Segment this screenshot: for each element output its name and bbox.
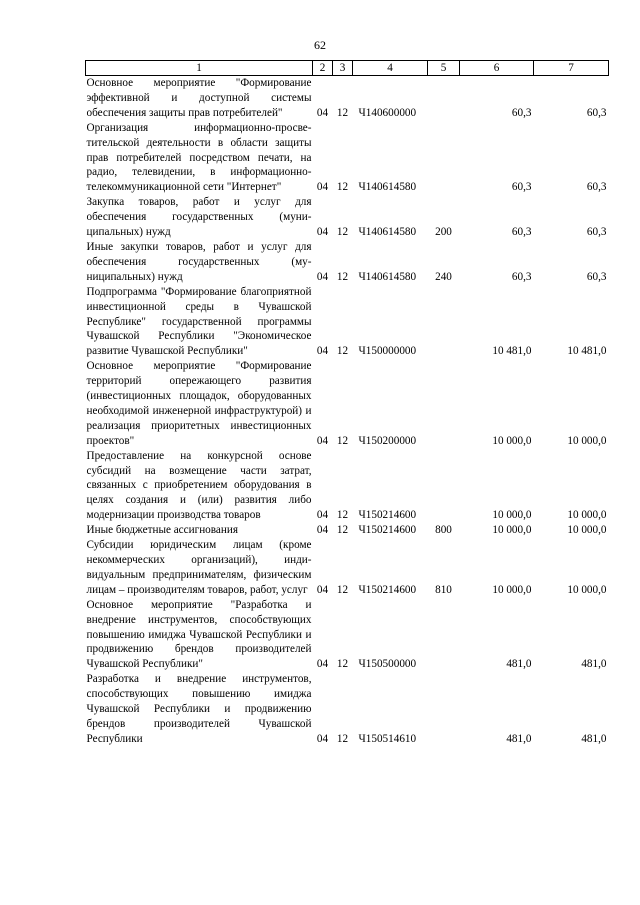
row-name: Иные закупки товаров, работ и услуг для обеспечения государственных (муниципальных) нужд [86, 240, 312, 283]
row-subsection: 12 [336, 583, 349, 596]
row-expense-type: 800 [435, 524, 452, 537]
row-expense-type: 200 [435, 226, 452, 239]
row-subsection: 12 [336, 181, 349, 194]
header-col-7: 7 [534, 61, 609, 76]
row-name: Основное мероприятие "Формирование эффективной и доступной системы обеспечения защиты прав потребителей" [86, 77, 312, 119]
row-expense-type [428, 598, 460, 673]
row-section: 04 [316, 732, 329, 745]
row-sum-1: 481,0 [506, 732, 532, 745]
row-sum-1: 10 000,0 [492, 583, 532, 596]
table-row [86, 76, 609, 121]
row-name: Субсидии юридическим лицам (кроме некоммерческих организаций), индивидуальным предпринимателям, физическим лицам – производителям товаров, работ, услуг [86, 539, 312, 596]
row-sum-2: 60,3 [586, 270, 607, 283]
table-row [86, 598, 609, 673]
row-expense-type [428, 359, 460, 448]
table-row [86, 240, 609, 285]
header-col-6: 6 [460, 61, 534, 76]
row-target-code: Ч150000000 [358, 345, 417, 358]
table-row [86, 195, 609, 240]
row-name: Иные бюджетные ассигнования [86, 524, 238, 537]
row-sum-1: 60,3 [511, 270, 532, 283]
table-row [86, 672, 609, 747]
row-subsection: 12 [336, 509, 349, 522]
row-subsection: 12 [336, 345, 349, 358]
row-section: 04 [316, 270, 329, 283]
row-expense-type [428, 76, 460, 121]
row-sum-1: 10 000,0 [492, 509, 532, 522]
row-name: Предоставление на конкурсной основе субсидий на возмещение части затрат, связанных с приобретением оборудования в целях создания и (или) развития либо модернизации производства товаров [86, 449, 312, 522]
row-subsection: 12 [336, 524, 349, 537]
row-sum-2: 481,0 [581, 732, 607, 745]
row-name: Закупка товаров, работ и услуг для обеспечения государственных (муниципальных) нужд [86, 196, 312, 239]
row-sum-1: 10 000,0 [492, 524, 532, 537]
row-name: Основное мероприятие "Формирование территорий опережающего развития (инвестиционных площадок, оборудованных необходимой инженерной инфраструктурой) и реализация приоритетных инвестиционных проектов" [86, 360, 312, 447]
row-subsection: 12 [336, 434, 349, 447]
table-row [86, 538, 609, 598]
row-name: Разработка и внедрение инструментов, способствующих повышению имиджа Чувашской Республики и продвижению брендов производителей Чувашской Республики [86, 673, 312, 745]
row-target-code: Ч150514610 [358, 732, 417, 745]
row-section: 04 [316, 226, 329, 239]
row-expense-type: 810 [435, 583, 452, 596]
table-row [86, 523, 609, 538]
row-section: 04 [316, 524, 329, 537]
header-col-3: 3 [333, 61, 353, 76]
row-expense-type [428, 285, 460, 360]
row-subsection: 12 [336, 226, 349, 239]
row-sum-2: 60,3 [586, 226, 607, 239]
row-target-code: Ч140600000 [358, 106, 417, 119]
row-target-code: Ч150214600 [358, 524, 417, 537]
row-expense-type [428, 121, 460, 196]
row-target-code: Ч150214600 [358, 583, 417, 596]
row-subsection: 12 [336, 732, 349, 745]
row-target-code: Ч140614580 [358, 226, 417, 239]
header-col-4: 4 [353, 61, 428, 76]
table-row [86, 359, 609, 448]
row-sum-1: 481,0 [506, 658, 532, 671]
header-col-1: 1 [86, 61, 313, 76]
row-sum-2: 10 000,0 [567, 524, 607, 537]
row-sum-1: 10 000,0 [492, 434, 532, 447]
row-sum-1: 60,3 [511, 106, 532, 119]
row-target-code: Ч150200000 [358, 434, 417, 447]
row-subsection: 12 [336, 106, 349, 119]
header-col-5: 5 [428, 61, 460, 76]
row-expense-type [428, 672, 460, 747]
row-sum-1: 60,3 [511, 181, 532, 194]
row-sum-2: 10 000,0 [567, 434, 607, 447]
page-number: 62 [314, 38, 326, 52]
header-col-2: 2 [313, 61, 333, 76]
row-target-code: Ч140614580 [358, 270, 417, 283]
row-section: 04 [316, 509, 329, 522]
row-sum-1: 10 481,0 [492, 345, 532, 358]
row-sum-2: 481,0 [581, 658, 607, 671]
row-sum-1: 60,3 [511, 226, 532, 239]
table-row [86, 449, 609, 524]
row-name: Организация информационно-просветительской деятельности в области защиты прав потребителей посредством печати, на радио, телевидении, в информационно-телекоммуникационной сети "Интернет" [86, 121, 312, 194]
table-header [86, 61, 609, 76]
table-body [86, 76, 609, 747]
row-target-code: Ч150214600 [358, 509, 417, 522]
row-name: Подпрограмма "Формирование благоприятной инвестиционной среды в Чувашской Республике" государственной программы Чувашской Республики "Экономическое развитие Чувашской Республики" [86, 285, 312, 358]
row-section: 04 [316, 658, 329, 671]
budget-table [85, 60, 609, 747]
row-sum-2: 10 000,0 [567, 583, 607, 596]
row-sum-2: 10 000,0 [567, 509, 607, 522]
row-sum-2: 60,3 [586, 181, 607, 194]
row-section: 04 [316, 583, 329, 596]
row-sum-2: 10 481,0 [567, 345, 607, 358]
table-row [86, 121, 609, 196]
row-section: 04 [316, 106, 329, 119]
row-target-code: Ч140614580 [358, 181, 417, 194]
row-sum-2: 60,3 [586, 106, 607, 119]
row-expense-type [428, 449, 460, 524]
row-section: 04 [316, 345, 329, 358]
row-subsection: 12 [336, 270, 349, 283]
row-expense-type: 240 [435, 270, 452, 283]
table-row [86, 285, 609, 360]
row-section: 04 [316, 434, 329, 447]
row-subsection: 12 [336, 658, 349, 671]
row-section: 04 [316, 181, 329, 194]
row-target-code: Ч150500000 [358, 658, 417, 671]
row-name: Основное мероприятие "Разработка и внедрение инструментов, способствующих повышению имиджа Чувашской Республики и продвижению брендов производителей Чувашской Республики" [86, 598, 312, 671]
